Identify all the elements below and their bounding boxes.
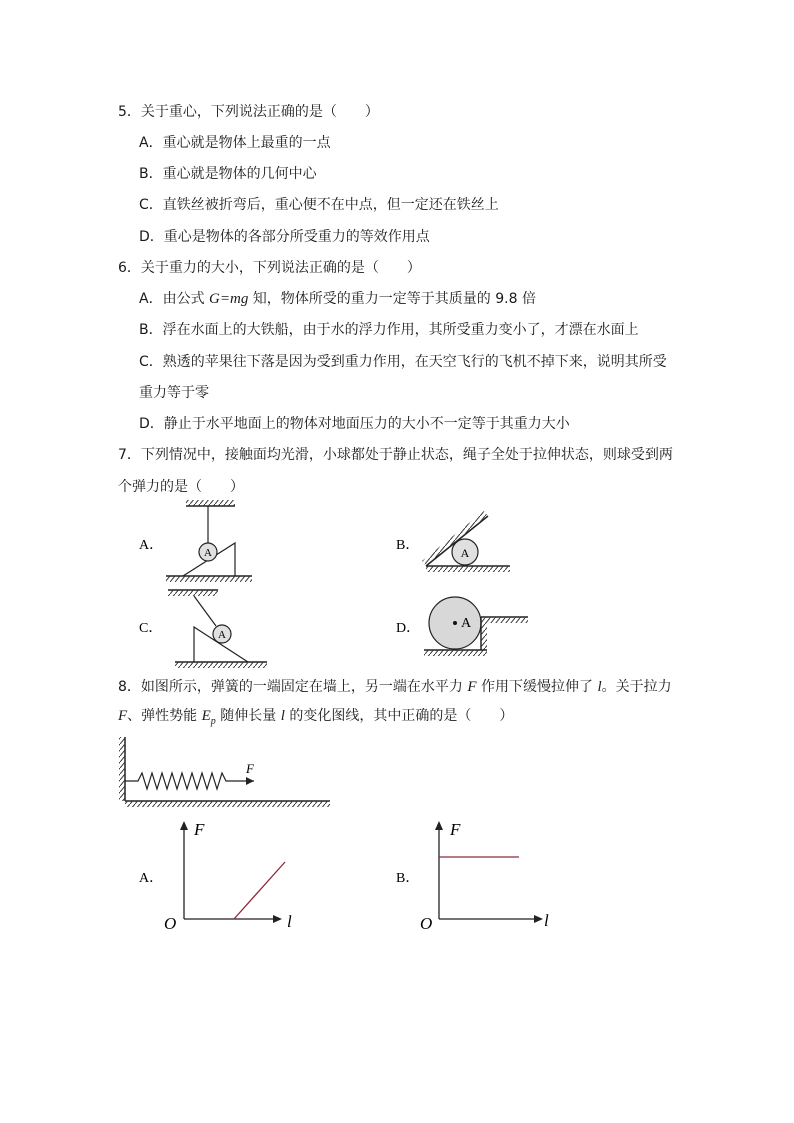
force-arrowhead — [246, 777, 254, 785]
force-label: F — [246, 761, 254, 776]
q8-spring-figure — [119, 737, 330, 807]
q6-option-a-pre: A．由公式 — [139, 291, 210, 307]
q7-figure-b — [396, 511, 510, 572]
q7-ball-d: A — [461, 616, 472, 631]
q8-stem-2-c: 的变化图线，其中正确的是（ ） — [284, 708, 514, 724]
q6-option-c-line2: 重力等于零 — [139, 385, 209, 401]
q8-stem-2-b: 随伸长量 — [215, 708, 281, 724]
q6-option-c-line1: C．熟透的苹果往下落是因为受到重力作用，在天空飞行的飞机不掉下来，说明其所受 — [139, 354, 667, 370]
q8-stem-line2 — [118, 707, 513, 731]
q8-stem-2-F: F — [118, 708, 128, 724]
q7-ball-c: A — [218, 629, 226, 641]
q8-graph-b — [396, 820, 549, 933]
q8-graph-a-y-axis: F — [194, 820, 205, 839]
q5-option-d: D．重心是物体的各部分所受重力的等效作用点 — [139, 229, 430, 245]
q8-stem-2-a: 、弹性势能 — [127, 708, 202, 724]
q6-option-d: D．静止于水平地面上的物体对地面压力的大小不一定等于其重力大小 — [139, 416, 570, 432]
q8-graph-b-y-axis: F — [450, 820, 461, 839]
q8-graph-a-x-axis: l — [287, 912, 292, 931]
q7-stem-line1: 7．下列情况中，接触面均光滑，小球都处于静止状态，绳子全处于拉伸状态，则球受到两 — [118, 447, 673, 463]
q8-graph-a-origin: O — [164, 914, 177, 933]
q7-label-c: C． — [139, 621, 163, 636]
q7-ball-b: A — [460, 546, 470, 560]
q8-graph-b-x-axis: l — [544, 911, 549, 930]
q6-option-b: B．浮在水面上的大铁船，由于水的浮力作用，其所受重力变小了，才漂在水面上 — [139, 322, 639, 338]
q6-stem: 6．关于重力的大小，下列说法正确的是（ ） — [118, 260, 421, 276]
q8-stem-1-post: 。关于拉力 — [601, 679, 672, 695]
q5-option-c: C．直铁丝被折弯后，重心便不在中点，但一定还在铁丝上 — [139, 197, 499, 213]
q8-stem-l: l — [597, 679, 602, 695]
q8-stem-line1 — [118, 678, 672, 696]
q7-ball-a: A — [204, 547, 212, 559]
q7-stem-line2: 个弹力的是（ ） — [118, 479, 244, 495]
q7-label-d: D． — [396, 621, 421, 636]
q8-stem-2-l: l — [280, 708, 285, 724]
spring — [125, 773, 254, 789]
q8-Ep-E: E — [201, 708, 211, 724]
q5-option-a: A．重心就是物体上最重的一点 — [139, 135, 331, 151]
q8-graph-a — [139, 820, 292, 933]
q8-graph-a-line — [234, 862, 285, 919]
q5-option-b: B．重心就是物体的几何中心 — [139, 166, 317, 182]
q8-stem-1-pre: 8．如图所示，弹簧的一端固定在墙上，另一端在水平力 — [118, 679, 468, 695]
q7-figure-c — [139, 590, 267, 668]
q8-stem-1-mid: 作用下缓慢拉伸了 — [476, 679, 598, 695]
q7-label-b: B． — [396, 538, 420, 553]
q8-graph-b-origin: O — [420, 914, 433, 933]
q7-figure-a — [139, 500, 252, 582]
q6-option-a-post: 知，物体所受的重力一定等于其质量的 9.8 倍 — [248, 291, 536, 307]
q7-figure-d — [396, 597, 528, 656]
q8-graph-b-label: B． — [396, 871, 420, 886]
q8-graph-a-label: A． — [139, 871, 164, 886]
q8-Ep-sub: p — [210, 715, 216, 727]
q7-label-a: A． — [139, 538, 164, 553]
q8-stem-F: F — [467, 679, 477, 695]
q6-formula: G=mg — [209, 291, 249, 307]
q5-stem: 5．关于重心，下列说法正确的是（ ） — [118, 104, 379, 120]
